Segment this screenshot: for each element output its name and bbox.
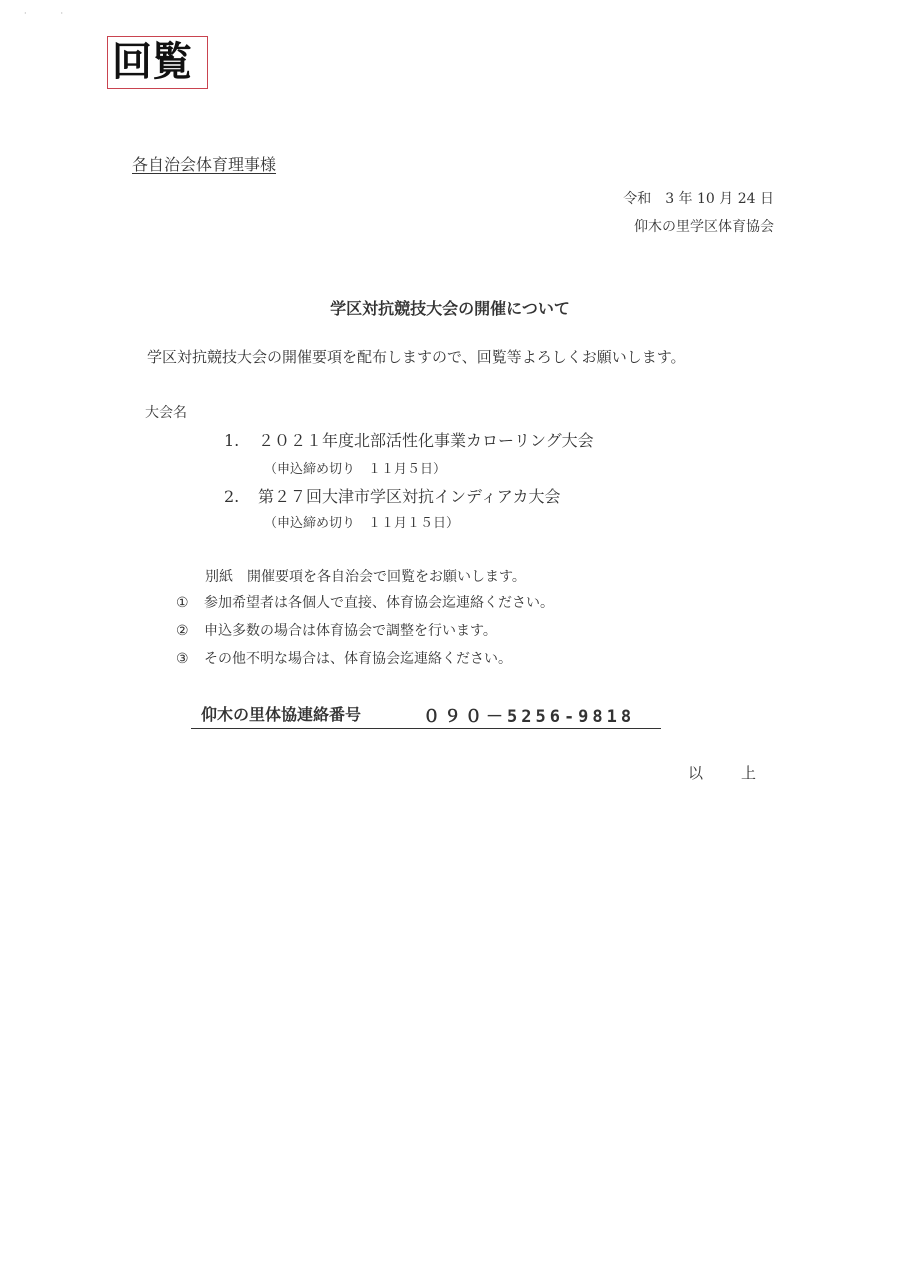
addressee: 各自治会体育理事様: [132, 155, 277, 174]
note-mark: ①: [176, 595, 189, 611]
event-item: [224, 484, 561, 507]
attachment-note: 別紙 開催要項を各自治会で回覧をお願いします。: [205, 569, 526, 585]
event-number: 1.: [224, 431, 240, 450]
contact-phone: ０９０－5256-9818: [423, 707, 636, 727]
note-item: [176, 620, 497, 640]
note-item: [176, 648, 512, 668]
contact-label: 仰木の里体協連絡番号: [201, 705, 362, 724]
contact-line: [191, 700, 661, 729]
event-name: ２０２１年度北部活性化事業カローリング大会: [258, 431, 594, 450]
circulation-stamp: 回覧: [107, 36, 208, 89]
event-deadline: （申込締め切り １１月５日）: [264, 462, 447, 477]
subject-title: 学区対抗競技大会の開催について: [330, 299, 570, 318]
events-heading: 大会名: [145, 405, 187, 421]
event-deadline: （申込締め切り １１月１５日）: [264, 516, 460, 531]
scan-specks: ··: [24, 9, 98, 18]
note-item: [176, 592, 554, 612]
note-text: その他不明な場合は、体育協会迄連絡ください。: [204, 651, 512, 667]
note-mark: ③: [176, 651, 189, 667]
note-mark: ②: [176, 623, 189, 639]
closing-remark: 以上: [688, 764, 795, 782]
sender: 仰木の里学区体育協会: [634, 219, 774, 235]
event-number: 2.: [224, 487, 240, 506]
event-item: [224, 428, 594, 451]
note-text: 参加希望者は各個人で直接、体育協会迄連絡ください。: [204, 595, 554, 611]
intro-text: 学区対抗競技大会の開催要項を配布しますので、回覧等よろしくお願いします。: [147, 348, 686, 366]
event-name: 第２７回大津市学区対抗インディアカ大会: [258, 487, 561, 506]
note-text: 申込多数の場合は体育協会で調整を行います。: [204, 623, 497, 639]
issue-date: 令和 3 年 10 月 24 日: [623, 191, 774, 207]
